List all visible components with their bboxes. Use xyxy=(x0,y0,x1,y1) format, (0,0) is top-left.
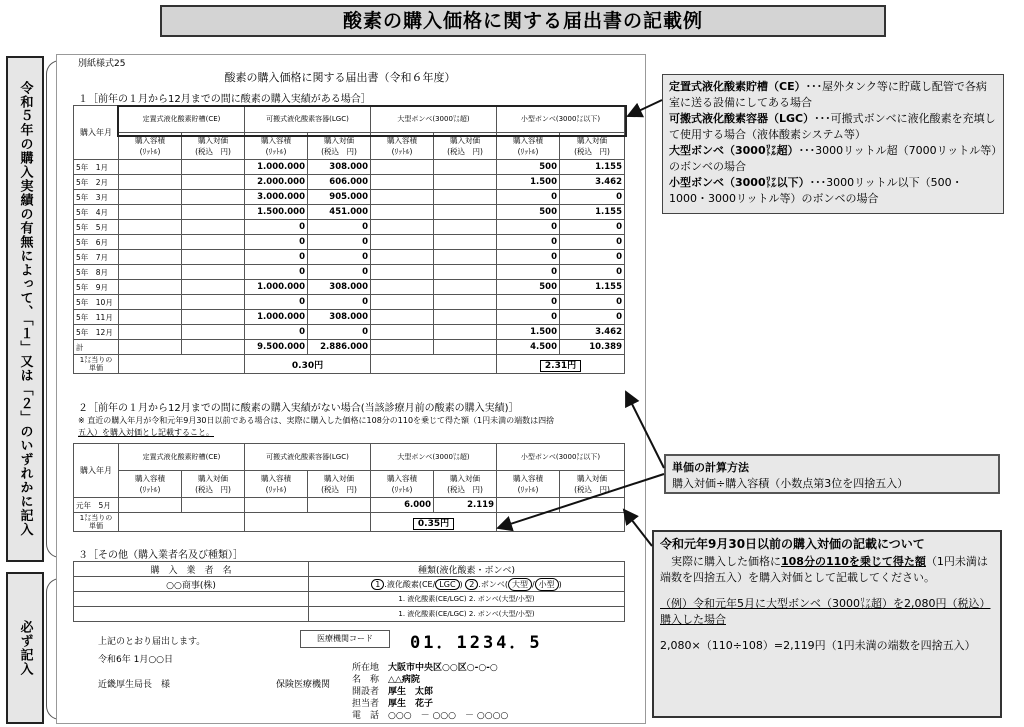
sub-price: 購入対価 (税込 円) xyxy=(434,471,497,498)
vendor-type-selected: 1 .液化酸素(CE/ LGC ) 2 .ボンベ( 大型 / 小型 ) xyxy=(309,577,625,592)
small-price: 1.155 xyxy=(560,205,625,220)
month-cell: 5年 7月 xyxy=(74,250,119,265)
lgc-volume: 0 xyxy=(245,325,308,340)
section2-heading: ２［前年の１月から12月までの間に酸素の購入実績がない場合(当該診療月前の酸素の購入実績)］ xyxy=(78,403,519,414)
note-reiwa-calc: 2,080×（110÷108）=2,119円（1円未満の端数を四捨五入） xyxy=(660,639,976,652)
lgc-volume: 0 xyxy=(245,250,308,265)
month-cell: 5年 5月 xyxy=(74,220,119,235)
sub-volume: 購入容積 (ﾘｯﾄﾙ) xyxy=(245,471,308,498)
lgc-price: 308.000 xyxy=(308,310,371,325)
side-instruction-text: 令和５年の購入実績の有無によって、「１」又は「２」のいずれかに記入 xyxy=(17,81,33,537)
lgc-price: 0 xyxy=(308,265,371,280)
phone-value: ○○○ － ○○○ － ○○○○ xyxy=(388,711,509,721)
cat-ce-header: 定置式液化酸素貯槽(CE) xyxy=(119,106,245,133)
month-cell: 5年 2月 xyxy=(74,175,119,190)
small-volume: 500 xyxy=(497,205,560,220)
small-price: 0 xyxy=(560,250,625,265)
note-reiwa-body: 実際に購入した価格に108分の110を乗じて得た額（1円未満は端数を四捨五入）を購入対価として記載してください。 xyxy=(660,555,988,584)
small-volume: 500 xyxy=(497,280,560,295)
vendor-type-blank: 1. 液化酸素(CE/LGC) 2. ボンベ(大型/小型) xyxy=(309,607,625,622)
sub-price: 購入対価 (税込 円) xyxy=(560,471,625,498)
small-volume: 0 xyxy=(497,295,560,310)
sub-volume: 購入容積 (ﾘｯﾄﾙ) xyxy=(119,471,182,498)
lgc-volume: 1.500.000 xyxy=(245,205,308,220)
lgc-price: 451.000 xyxy=(308,205,371,220)
section2-note-1: ※ 直近の購入年月が令和元年9月30日以前である場合は、実際に購入した価格に108分の110を乗じて得た額（1円未満の端数は四捨 xyxy=(78,416,555,425)
total-small-volume: 4.500 xyxy=(497,340,560,355)
small-price: 1.155 xyxy=(560,280,625,295)
sub-price: 購入対価 (税込 円) xyxy=(182,471,245,498)
row2-large-volume: 6.000 xyxy=(371,498,434,513)
col-month-header-2: 購入年月 xyxy=(74,444,119,498)
small-price: 0 xyxy=(560,265,625,280)
small-volume: 0 xyxy=(497,310,560,325)
total-label: 計 xyxy=(74,340,119,355)
addressee: 近畿厚生局長 様 xyxy=(98,680,171,690)
sub-price: 購入対価 (税込 円) xyxy=(560,133,625,160)
side-required-text: 必ず記入 xyxy=(17,620,33,676)
small-price: 0 xyxy=(560,295,625,310)
small-volume: 0 xyxy=(497,190,560,205)
unit-price-label-2: 1㍑当りの 単価 xyxy=(74,513,119,532)
phone-label: 電 話 xyxy=(352,711,380,721)
small-volume: 500 xyxy=(497,160,560,175)
lgc-volume: 3.000.000 xyxy=(245,190,308,205)
arrow-reiwa xyxy=(624,510,652,546)
vendor-name: ○○商事(株) xyxy=(74,577,309,592)
lgc-volume: 0 xyxy=(245,220,308,235)
name-label: 名 称 xyxy=(352,675,380,685)
sub-volume: 購入容積 (ﾘｯﾄﾙ) xyxy=(371,133,434,160)
cat-small-header-2: 小型ボンベ(3000㍑以下) xyxy=(497,444,625,471)
sub-price: 購入対価 (税込 円) xyxy=(434,133,497,160)
type-col-header: 種類(液化酸素・ボンベ) xyxy=(309,562,625,577)
small-volume: 0 xyxy=(497,265,560,280)
arrow-calc-1 xyxy=(626,392,664,468)
lgc-volume: 1.000.000 xyxy=(245,310,308,325)
lgc-price: 308.000 xyxy=(308,280,371,295)
cat-large-header: 大型ボンベ(3000㍑超) xyxy=(371,106,497,133)
page-banner-title: 酸素の購入価格に関する届出書の記載例 xyxy=(160,5,886,37)
arrow-types xyxy=(628,100,662,116)
row2-large-price: 2.119 xyxy=(434,498,497,513)
lgc-price: 0 xyxy=(308,220,371,235)
sub-volume: 購入容積 (ﾘｯﾄﾙ) xyxy=(371,471,434,498)
total-lgc-volume: 9.500.000 xyxy=(245,340,308,355)
code-label: 医療機関コード xyxy=(300,630,390,648)
total-lgc-price: 2.886.000 xyxy=(308,340,371,355)
small-volume: 0 xyxy=(497,235,560,250)
small-volume: 0 xyxy=(497,220,560,235)
report-text: 上記のとおり届出します。 xyxy=(98,637,206,647)
small-price: 0 xyxy=(560,220,625,235)
small-price: 0 xyxy=(560,190,625,205)
unit-large: 0.35円 xyxy=(371,513,497,532)
lgc-volume: 0 xyxy=(245,235,308,250)
month-cell: 5年 11月 xyxy=(74,310,119,325)
section3-heading: ３［その他（購入業者名及び種類）］ xyxy=(78,550,243,561)
row2-month: 元年 5月 xyxy=(74,498,119,513)
lgc-price: 606.000 xyxy=(308,175,371,190)
small-price: 3.462 xyxy=(560,175,625,190)
month-cell: 5年 8月 xyxy=(74,265,119,280)
sub-price: 購入対価 (税込 円) xyxy=(308,133,371,160)
sub-volume: 購入容積 (ﾘｯﾄﾙ) xyxy=(497,133,560,160)
report-date: 令和6年 1月○○日 xyxy=(98,655,174,665)
lgc-price: 905.000 xyxy=(308,190,371,205)
sub-volume: 購入容積 (ﾘｯﾄﾙ) xyxy=(245,133,308,160)
sub-volume: 購入容積 (ﾘｯﾄﾙ) xyxy=(119,133,182,160)
lgc-volume: 1.000.000 xyxy=(245,280,308,295)
sub-price: 購入対価 (税込 円) xyxy=(182,133,245,160)
form-title: 酸素の購入価格に関する届出書（令和６年度） xyxy=(224,71,456,84)
founder-label: 開設者 xyxy=(352,687,380,697)
section2-note-2: 五入）を購入対価とし記載すること。 xyxy=(78,428,214,437)
contact-value: 厚生 花子 xyxy=(388,699,434,709)
code-value: 01．1234．5 xyxy=(410,633,543,653)
small-volume: 0 xyxy=(497,250,560,265)
cat-large-header-2: 大型ボンベ(3000㍑超) xyxy=(371,444,497,471)
addr-value: 大阪市中央区○○区○-○-○ xyxy=(388,663,498,673)
col-month-header: 購入年月 xyxy=(74,106,119,160)
name-value: △△病院 xyxy=(388,675,420,685)
note-calc-title: 単価の計算方法 xyxy=(672,461,749,474)
month-cell: 5年 6月 xyxy=(74,235,119,250)
month-cell: 5年 4月 xyxy=(74,205,119,220)
note-reiwa-example: （例）令和元年5月に大型ボンベ（3000㍑超）を2,080円（税込）購入した場合 xyxy=(660,597,991,626)
lgc-volume: 2.000.000 xyxy=(245,175,308,190)
month-cell: 5年 10月 xyxy=(74,295,119,310)
cat-small-header: 小型ボンベ(3000㍑以下) xyxy=(497,106,625,133)
small-price: 0 xyxy=(560,235,625,250)
section1-heading: １［前年の１月から12月までの間に酸素の購入実績がある場合］ xyxy=(78,94,371,105)
note-calc-body: 購入対価÷購入容積（小数点第3位を四捨五入） xyxy=(672,477,909,490)
lgc-price: 0 xyxy=(308,295,371,310)
small-price: 1.155 xyxy=(560,160,625,175)
contact-label: 担当者 xyxy=(352,699,380,709)
unit-price-label: 1㍑当りの 単価 xyxy=(74,355,119,374)
lgc-volume: 0 xyxy=(245,295,308,310)
sub-volume: 購入容積 (ﾘｯﾄﾙ) xyxy=(497,471,560,498)
note-reiwa-title: 令和元年9月30日以前の購入対価の記載について xyxy=(660,537,925,551)
unit-lgc: 0.30円 xyxy=(245,355,371,374)
small-price: 3.462 xyxy=(560,325,625,340)
form-number: 別紙様式25 xyxy=(78,59,126,69)
month-cell: 5年 12月 xyxy=(74,325,119,340)
lgc-volume: 1.000.000 xyxy=(245,160,308,175)
lgc-price: 0 xyxy=(308,325,371,340)
arrow-calc-2 xyxy=(498,474,664,528)
unit-small: 2.31円 xyxy=(497,355,625,374)
lgc-price: 0 xyxy=(308,250,371,265)
small-volume: 1.500 xyxy=(497,325,560,340)
small-volume: 1.500 xyxy=(497,175,560,190)
month-cell: 5年 9月 xyxy=(74,280,119,295)
institution-label: 保険医療機関 xyxy=(276,680,331,690)
lgc-price: 0 xyxy=(308,235,371,250)
cat-ce-header-2: 定置式液化酸素貯槽(CE) xyxy=(119,444,245,471)
month-cell: 5年 1月 xyxy=(74,160,119,175)
cat-lgc-header-2: 可搬式液化酸素容器(LGC) xyxy=(245,444,371,471)
cat-lgc-header: 可搬式液化酸素容器(LGC) xyxy=(245,106,371,133)
vendor-col-header: 購 入 業 者 名 xyxy=(74,562,309,577)
lgc-volume: 0 xyxy=(245,265,308,280)
month-cell: 5年 3月 xyxy=(74,190,119,205)
lgc-price: 308.000 xyxy=(308,160,371,175)
note-container-types: 定置式液化酸素貯槽（CE）･･･屋外タンク等に貯蔵し配管で各病室に送る設備にしてある場合 可搬式液化酸素容器（LGC）･･･可搬式ボンベに液化酸素を充填して使用する場合（液体酸素システム等） 大型ボンベ（3000㍑超）･･･3000リットル超（7000リットル等）のボンベの場合 小型ボンベ（3000㍑以下）･･･3000リットル以下（500・1000・3000リットル等）のボンベの場合 xyxy=(662,74,1004,214)
addr-label: 所在地 xyxy=(352,663,380,673)
founder-value: 厚生 太郎 xyxy=(388,687,434,697)
sub-price: 購入対価 (税込 円) xyxy=(308,471,371,498)
small-price: 0 xyxy=(560,310,625,325)
vendor-type-blank: 1. 液化酸素(CE/LGC) 2. ボンベ(大型/小型) xyxy=(309,592,625,607)
total-small-price: 10.389 xyxy=(560,340,625,355)
